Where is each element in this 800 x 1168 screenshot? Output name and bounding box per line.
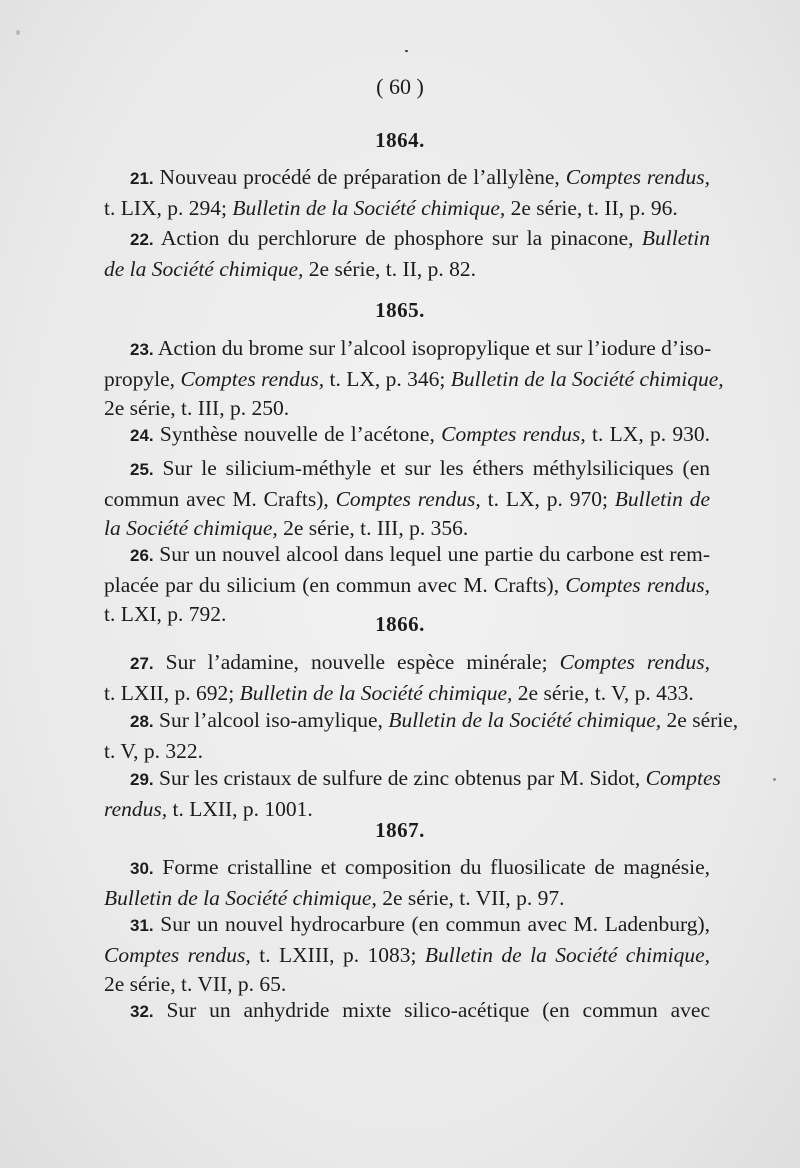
entry-number: 28. [130,712,154,731]
entry-text: Sur un anhydride mixte silico-acétique (en commun avec [153,998,710,1022]
entry-22 [104,224,710,284]
entry-text: t. V, p. 322. [104,738,203,763]
entry-number: 30. [130,859,154,878]
entry-text: Forme cristalline et composition du fluosilicate de magnésie, [153,855,710,879]
journal-title: rendus, [104,796,168,821]
journal-title: la Société chimique, [104,516,278,540]
entry-text: 2e série, t. VII, p. 97. [376,885,565,910]
entry-text: 2e série, t. III, p. 356. [277,516,469,540]
entry-number: 32. [130,1002,154,1021]
journal-title: Comptes rendus, [104,942,251,967]
journal-title: Bulletin de la Société chimique, [388,708,662,732]
entry-text: placée par du silicium (en commun avec M. Crafts), [104,572,566,597]
entry-number: 26. [130,546,154,565]
entry-text: t. LXII, p. 692; [104,680,240,705]
journal-title: Bulletin de [614,486,711,511]
entry-32 [104,996,710,1027]
entry-text: t. LXIII, p. 1083; [250,942,425,967]
entry-text: t. LXI, p. 792. [104,602,227,626]
entry-text: Sur l’alcool iso-amylique, [153,708,389,732]
journal-title: Bulletin de la Société chimique, [450,366,724,391]
entry-31 [104,910,710,1000]
entry-number: 25. [130,460,154,479]
year-heading-1867: 1867. [375,818,425,842]
entry-21 [104,163,710,223]
journal-title: Comptes [645,766,721,790]
entry-text: Sur un nouvel alcool dans lequel une partie du carbone est rem- [153,542,710,566]
entry-text: Action du brome sur l’alcool isopropylique et sur l’iodure d’iso- [153,336,712,360]
journal-title: Comptes rendus, [441,422,586,446]
entry-text: Synthèse nouvelle de l’acétone, [153,422,442,446]
dust-speck [773,778,776,781]
entry-29 [104,764,721,824]
journal-title: Bulletin [641,226,710,250]
entry-number: 22. [130,230,154,249]
entry-text: Sur le silicium-méthyle et sur les éthers méthylsiliciques (en [153,456,710,480]
entry-text: propyle, [104,366,181,391]
entry-25 [104,454,710,544]
entry-text: 2e série, t. V, p. 433. [512,680,694,705]
entry-text: 2e série, t. II, p. 96. [505,195,678,220]
entry-23 [104,334,724,424]
entry-text: t. LXII, p. 1001. [167,796,313,821]
journal-title: Comptes rendus, [565,572,711,597]
entry-text: 2e série, [661,708,739,732]
entry-text: Sur les cristaux de sulfure de zinc obtenus par M. Sidot, [153,766,646,790]
entry-text: t. LX, p. 930. [585,422,710,446]
journal-title: Bulletin de la Société chimique, [104,885,377,910]
year-heading-1864: 1864. [375,128,425,152]
journal-title: Bulletin de la Société chimique, [424,942,710,967]
journal-title: Comptes rendus, [335,486,481,511]
entry-text: Nouveau procédé de préparation de l’allylène, [153,165,566,189]
entry-text: t. LIX, p. 294; [104,195,233,220]
entry-text: t. LX, p. 970; [480,486,615,511]
entry-27 [104,648,710,708]
entry-text: t. LX, p. 346; [324,366,451,391]
entry-text: Sur l’adamine, nouvelle espèce minérale; [153,650,560,674]
journal-title: Bulletin de la Société chimique, [232,195,506,220]
journal-title: Comptes rendus, [180,366,325,391]
entry-number: 23. [130,340,154,359]
page-number: ( 60 ) [376,74,424,99]
entry-number: 29. [130,770,154,789]
entry-text: commun avec M. Crafts), [104,486,336,511]
entry-number: 31. [130,916,154,935]
journal-title: de la Société chimique, [104,256,304,281]
entry-text: Sur un nouvel hydrocarbure (en commun avec M. Ladenburg), [153,912,710,936]
entry-30 [104,853,710,913]
entry-text: Action du perchlorure de phosphore sur la pinacone, [153,226,642,250]
year-heading-1865: 1865. [375,298,425,322]
dust-speck [16,30,20,35]
entry-text: 2e série, t. II, p. 82. [303,256,476,281]
dust-speck [405,50,408,52]
journal-title: Bulletin de la Société chimique, [239,680,513,705]
entry-number: 21. [130,169,154,188]
journal-title: Comptes rendus, [559,650,711,674]
entry-24 [104,420,710,451]
entry-number: 27. [130,654,154,673]
entry-text: 2e série, t. VII, p. 65. [104,972,287,996]
entry-28 [104,706,739,766]
entry-text: 2e série, t. III, p. 250. [104,396,290,420]
year-heading-1866: 1866. [375,612,425,636]
journal-title: Comptes rendus, [565,165,711,189]
entry-number: 24. [130,426,154,445]
